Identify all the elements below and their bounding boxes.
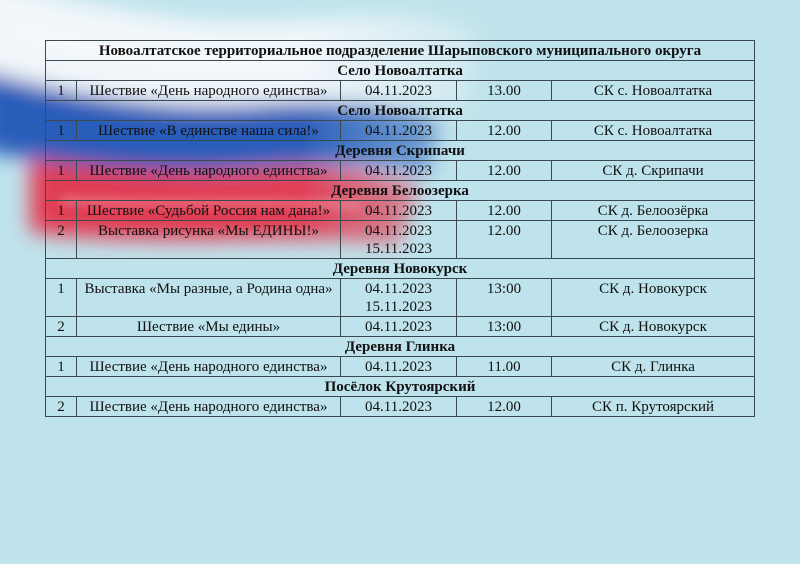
section-row — [46, 101, 755, 121]
event-dates — [341, 161, 457, 181]
event-time: 12.00 — [457, 221, 552, 259]
event-date: 04.11.2023 — [365, 281, 432, 297]
section-row — [46, 259, 755, 279]
event-place: СК п. Крутоярский — [552, 397, 755, 417]
row-number: 2 — [46, 221, 77, 259]
event-place: СК д. Белоозёрка — [552, 201, 755, 221]
event-date: 04.11.2023 — [365, 123, 432, 139]
event-name: Выставка рисунка «Мы ЕДИНЫ!» — [77, 221, 341, 259]
event-dates — [341, 357, 457, 377]
section-row — [46, 61, 755, 81]
row-number: 1 — [46, 161, 77, 181]
table-row — [46, 279, 755, 317]
section-row — [46, 377, 755, 397]
row-number: 1 — [46, 81, 77, 101]
events-table — [45, 40, 755, 417]
event-name: Шествие «День народного единства» — [77, 81, 341, 101]
event-date: 04.11.2023 — [365, 359, 432, 375]
section-header: Посёлок Крутоярский — [46, 377, 755, 397]
event-date: 15.11.2023 — [365, 299, 432, 315]
event-name: Выставка «Мы разные, а Родина одна» — [77, 279, 341, 317]
event-dates — [341, 397, 457, 417]
table-row — [46, 317, 755, 337]
event-date: 04.11.2023 — [365, 83, 432, 99]
table-row — [46, 397, 755, 417]
event-time: 13.00 — [457, 81, 552, 101]
event-place: СК д. Белоозерка — [552, 221, 755, 259]
event-place: СК д. Новокурск — [552, 317, 755, 337]
event-time: 11.00 — [457, 357, 552, 377]
event-dates — [341, 221, 457, 259]
section-row — [46, 337, 755, 357]
event-place: СК д. Скрипачи — [552, 161, 755, 181]
event-date: 04.11.2023 — [365, 399, 432, 415]
event-date: 15.11.2023 — [365, 241, 432, 257]
table-row — [46, 81, 755, 101]
event-name: Шествие «День народного единства» — [77, 161, 341, 181]
section-header: Село Новоалтатка — [46, 61, 755, 81]
event-time: 13:00 — [457, 279, 552, 317]
row-number: 1 — [46, 279, 77, 317]
section-row — [46, 181, 755, 201]
section-header: Село Новоалтатка — [46, 101, 755, 121]
event-time: 12.00 — [457, 121, 552, 141]
table-row — [46, 121, 755, 141]
row-number: 1 — [46, 121, 77, 141]
section-header: Деревня Новокурск — [46, 259, 755, 279]
table-title: Новоалтатское территориальное подразделение Шарыповского муниципального округа — [46, 41, 755, 61]
event-dates — [341, 279, 457, 317]
event-name: Шествие «Мы едины» — [77, 317, 341, 337]
event-date: 04.11.2023 — [365, 319, 432, 335]
table-row — [46, 221, 755, 259]
event-dates — [341, 317, 457, 337]
event-dates — [341, 81, 457, 101]
event-place: СК с. Новоалтатка — [552, 121, 755, 141]
row-number: 1 — [46, 201, 77, 221]
event-time: 12.00 — [457, 397, 552, 417]
event-name: Шествие «Судьбой Россия нам дана!» — [77, 201, 341, 221]
event-place: СК с. Новоалтатка — [552, 81, 755, 101]
section-row — [46, 141, 755, 161]
section-header: Деревня Скрипачи — [46, 141, 755, 161]
event-name: Шествие «День народного единства» — [77, 397, 341, 417]
event-dates — [341, 201, 457, 221]
section-header: Деревня Белоозерка — [46, 181, 755, 201]
event-date: 04.11.2023 — [365, 163, 432, 179]
row-number: 2 — [46, 317, 77, 337]
event-date: 04.11.2023 — [365, 203, 432, 219]
table-row — [46, 357, 755, 377]
event-time: 12.00 — [457, 201, 552, 221]
event-date: 04.11.2023 — [365, 223, 432, 239]
section-header: Деревня Глинка — [46, 337, 755, 357]
event-place: СК д. Глинка — [552, 357, 755, 377]
event-time: 13:00 — [457, 317, 552, 337]
event-name: Шествие «День народного единства» — [77, 357, 341, 377]
event-time: 12.00 — [457, 161, 552, 181]
event-name: Шествие «В единстве наша сила!» — [77, 121, 341, 141]
row-number: 2 — [46, 397, 77, 417]
row-number: 1 — [46, 357, 77, 377]
event-place: СК д. Новокурск — [552, 279, 755, 317]
table-row — [46, 161, 755, 181]
table-row — [46, 201, 755, 221]
event-dates — [341, 121, 457, 141]
